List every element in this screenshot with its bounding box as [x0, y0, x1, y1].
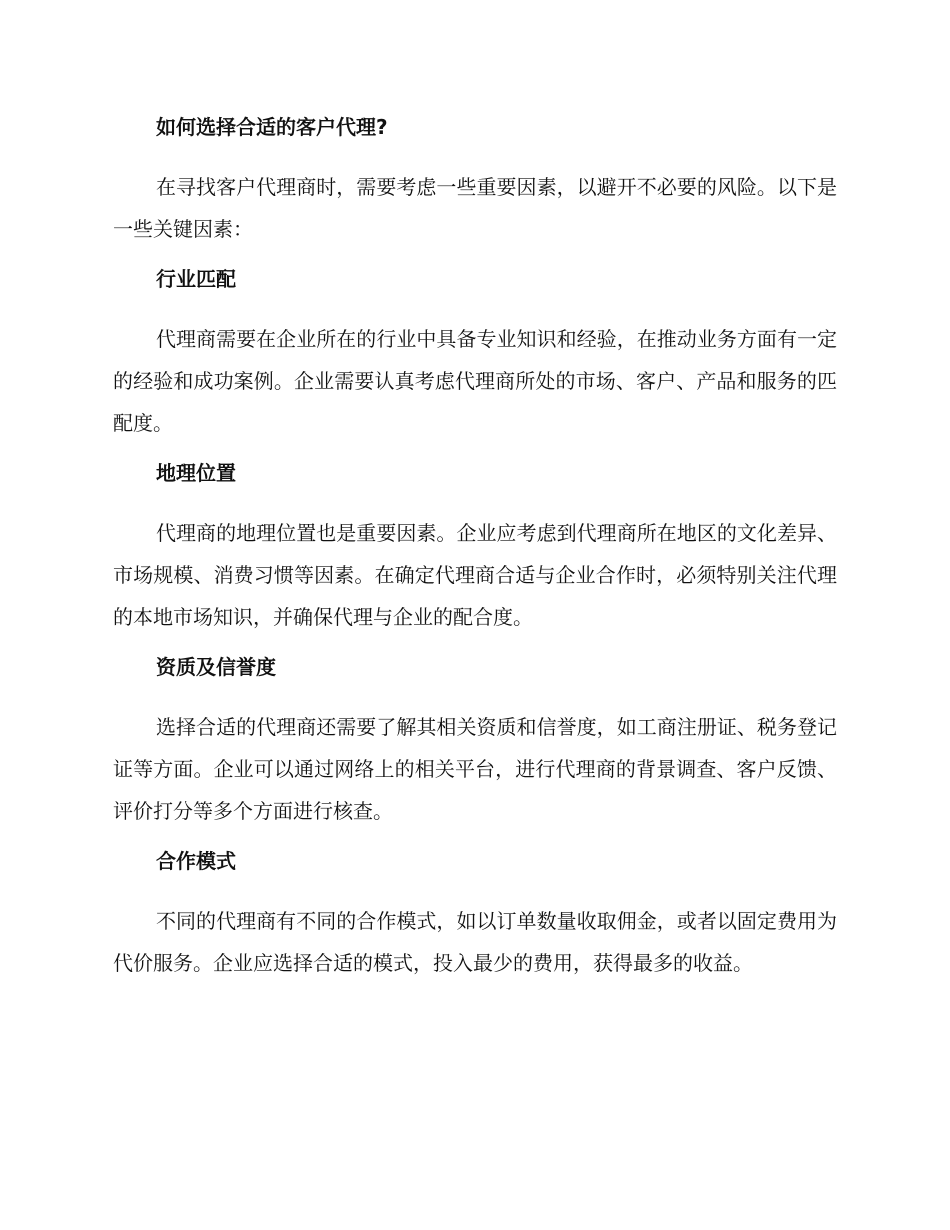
- section-body-cooperation-mode: 不同的代理商有不同的合作模式，如以订单数量收取佣金，或者以固定费用为代价服务。企业应选择合适的模式，投入最少的费用，获得最多的收益。: [113, 909, 837, 975]
- section-body-industry-match: 代理商需要在企业所在的行业中具备专业知识和经验，在推动业务方面有一定的经验和成功案例。企业需要认真考虑代理商所处的市场、客户、产品和服务的匹配度。: [113, 327, 837, 435]
- section-heading-cooperation-mode: 合作模式: [156, 849, 236, 873]
- section-heading-industry-match: 行业匹配: [156, 267, 236, 291]
- document-content: [113, 110, 837, 996]
- section-heading-location: 地理位置: [156, 461, 236, 485]
- section-heading-credentials: 资质及信誉度: [156, 655, 276, 679]
- section-body-credentials: 选择合适的代理商还需要了解其相关资质和信誉度，如工商注册证、税务登记证等方面。企业可以通过网络上的相关平台，进行代理商的背景调查、客户反馈、评价打分等多个方面进行核查。: [113, 715, 837, 823]
- intro-paragraph: 在寻找客户代理商时，需要考虑一些重要因素，以避开不必要的风险。以下是一些关键因素：: [113, 175, 837, 241]
- section-body-location: 代理商的地理位置也是重要因素。企业应考虑到代理商所在地区的文化差异、市场规模、消费习惯等因素。在确定代理商合适与企业合作时，必须特别关注代理的本地市场知识，并确保代理与企业的配合度。: [113, 521, 837, 629]
- document-title: 如何选择合适的客户代理?: [156, 115, 388, 139]
